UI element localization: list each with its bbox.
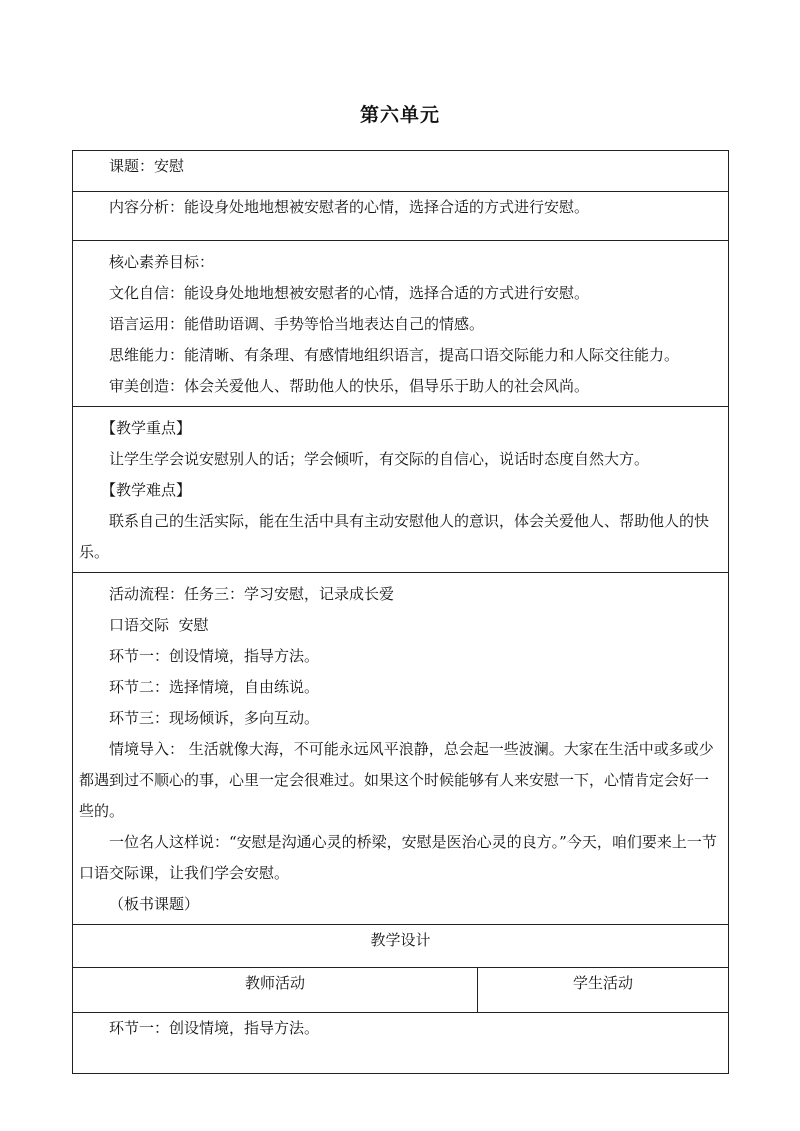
- difficulty-text: 联系自己的生活实际，能在生活中具有主动安慰他人的意识，体会关爱他人、帮助他人的快乐。: [79, 512, 710, 561]
- core-goals-heading: 核心素养目标：: [109, 253, 215, 271]
- key-points-cell: [73, 407, 729, 573]
- first-step-text: 环节一：创设情境，指导方法。: [109, 1019, 320, 1037]
- process-heading: 活动流程：任务三：学习安慰，记录成长爱: [109, 585, 395, 603]
- page-title: 第六单元: [359, 104, 440, 126]
- content-analysis-cell: [73, 192, 729, 241]
- activity-header-row: [73, 968, 729, 1013]
- process-step-3: 环节三：现场倾诉，多向互动。: [109, 709, 320, 727]
- design-title-cell: 教学设计: [73, 925, 729, 968]
- goal-aesthetic: 审美创造：体会关爱他人、帮助他人的快乐，倡导乐于助人的社会风尚。: [109, 377, 590, 395]
- student-activity-header: 学生活动: [478, 968, 729, 1013]
- difficulty-heading: 【教学难点】: [101, 481, 192, 499]
- content-analysis-text: 内容分析：能设身处地地想被安慰者的心情，选择合适的方式进行安慰。: [109, 198, 590, 216]
- core-goals-row: [73, 241, 729, 407]
- process-step-2: 环节二：选择情境，自由练说。: [109, 678, 320, 696]
- board-title-note: （板书课题）: [109, 895, 200, 913]
- teacher-activity-header: 教师活动: [73, 968, 478, 1013]
- topic-text: 课题：安慰: [109, 157, 185, 175]
- process-row: [73, 573, 729, 925]
- goal-culture: 文化自信：能设身处地地想被安慰者的心情，选择合适的方式进行安慰。: [109, 284, 590, 302]
- goal-language: 语言运用：能借助语调、手势等恰当地表达自己的情感。: [109, 315, 485, 333]
- process-cell: [73, 573, 729, 925]
- lesson-plan-table: [72, 150, 729, 1074]
- topic-cell: [73, 151, 729, 192]
- design-title-row: [73, 925, 729, 968]
- goal-thinking: 思维能力：能清晰、有条理、有感情地组织语言，提高口语交际能力和人际交往能力。: [109, 346, 680, 364]
- key-points-row: [73, 407, 729, 573]
- core-goals-cell: [73, 241, 729, 407]
- process-subtitle: 口语交际 安慰: [109, 616, 209, 634]
- content-analysis-row: [73, 192, 729, 241]
- topic-row: [73, 151, 729, 192]
- first-step-cell: [73, 1013, 729, 1074]
- situation-intro: 情境导入： 生活就像大海，不可能永远风平浪静，总会起一些波澜。大家在生活中或多或少都遇到过不顺心的事，心里一定会很难过。如果这个时候能够有人来安慰一下，心情肯定会好一些的。: [79, 740, 714, 820]
- famous-quote: 一位名人这样说：“安慰是沟通心灵的桥梁，安慰是医治心灵的良方。”今天，咱们要来上一节口语交际课，让我们学会安慰。: [79, 833, 717, 882]
- first-step-row: [73, 1013, 729, 1074]
- process-step-1: 环节一：创设情境，指导方法。: [109, 647, 320, 665]
- focus-heading: 【教学重点】: [101, 419, 192, 437]
- focus-text: 让学生学会说安慰别人的话；学会倾听，有交际的自信心，说话时态度自然大方。: [109, 450, 650, 468]
